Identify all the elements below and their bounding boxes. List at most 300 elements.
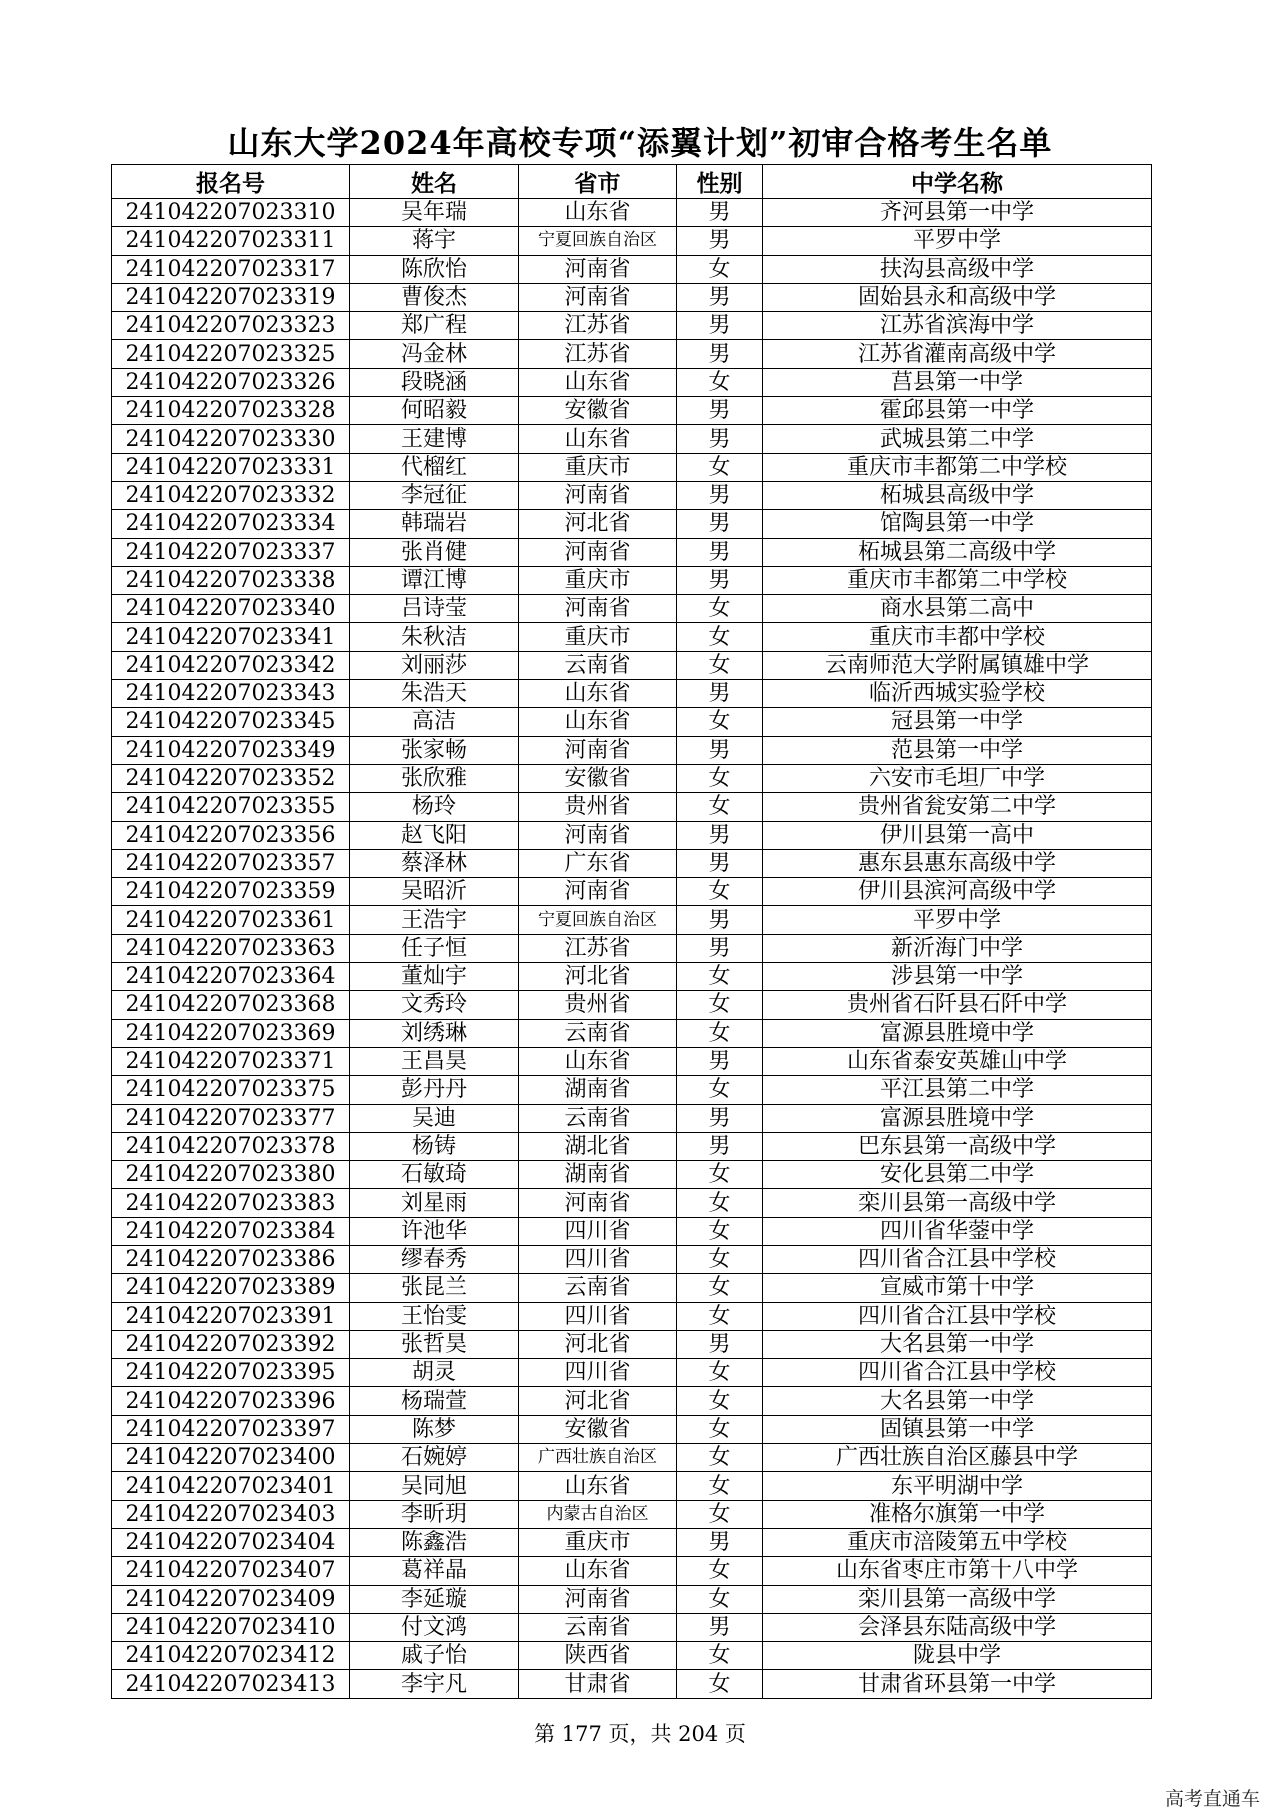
name-cell: 段晓涵 xyxy=(350,368,519,396)
table-row xyxy=(112,397,1152,425)
gender-cell: 男 xyxy=(677,283,763,311)
school-cell: 馆陶县第一中学 xyxy=(763,510,1152,538)
table-row xyxy=(112,255,1152,283)
name-cell: 许池华 xyxy=(350,1217,519,1245)
school-cell: 商水县第二高中 xyxy=(763,595,1152,623)
table-row xyxy=(112,1642,1152,1670)
school-cell: 富源县胜境中学 xyxy=(763,1019,1152,1047)
gender-cell: 女 xyxy=(677,1585,763,1613)
school-cell: 固镇县第一中学 xyxy=(763,1415,1152,1443)
gender-cell: 男 xyxy=(677,1528,763,1556)
gender-cell: 女 xyxy=(677,623,763,651)
table-row xyxy=(112,1387,1152,1415)
province-cell: 云南省 xyxy=(519,651,677,679)
table-row xyxy=(112,1359,1152,1387)
province-cell: 云南省 xyxy=(519,1613,677,1641)
school-cell: 扶沟县高级中学 xyxy=(763,255,1152,283)
name-cell: 张肖健 xyxy=(350,538,519,566)
registration-no-cell: 241042207023403 xyxy=(112,1500,350,1528)
province-cell: 河南省 xyxy=(519,1189,677,1217)
school-cell: 伊川县第一高中 xyxy=(763,821,1152,849)
name-cell: 戚子怡 xyxy=(350,1642,519,1670)
name-cell: 张家畅 xyxy=(350,736,519,764)
table-row xyxy=(112,1189,1152,1217)
name-cell: 王建博 xyxy=(350,425,519,453)
registration-no-cell: 241042207023338 xyxy=(112,566,350,594)
school-cell: 四川省华蓥中学 xyxy=(763,1217,1152,1245)
school-cell: 齐河县第一中学 xyxy=(763,199,1152,227)
school-cell: 重庆市丰都第二中学校 xyxy=(763,453,1152,481)
gender-cell: 女 xyxy=(677,991,763,1019)
school-cell: 重庆市涪陵第五中学校 xyxy=(763,1528,1152,1556)
name-cell: 任子恒 xyxy=(350,934,519,962)
table-row xyxy=(112,849,1152,877)
gender-cell: 男 xyxy=(677,1104,763,1132)
gender-cell: 女 xyxy=(677,1359,763,1387)
school-cell: 重庆市丰都第二中学校 xyxy=(763,566,1152,594)
name-cell: 缪春秀 xyxy=(350,1245,519,1273)
registration-no-cell: 241042207023377 xyxy=(112,1104,350,1132)
gender-cell: 女 xyxy=(677,1274,763,1302)
gender-cell: 女 xyxy=(677,793,763,821)
name-cell: 彭丹丹 xyxy=(350,1076,519,1104)
table-row xyxy=(112,1444,1152,1472)
name-cell: 李冠征 xyxy=(350,481,519,509)
name-cell: 吴同旭 xyxy=(350,1472,519,1500)
gender-cell: 男 xyxy=(677,425,763,453)
province-cell: 山东省 xyxy=(519,680,677,708)
registration-no-cell: 241042207023410 xyxy=(112,1613,350,1641)
registration-no-cell: 241042207023355 xyxy=(112,793,350,821)
gender-cell: 女 xyxy=(677,1245,763,1273)
name-cell: 胡灵 xyxy=(350,1359,519,1387)
table-row xyxy=(112,1472,1152,1500)
province-cell: 山东省 xyxy=(519,1047,677,1075)
name-cell: 张昆兰 xyxy=(350,1274,519,1302)
registration-no-cell: 241042207023345 xyxy=(112,708,350,736)
name-cell: 吴迪 xyxy=(350,1104,519,1132)
table-row xyxy=(112,1274,1152,1302)
table-row xyxy=(112,906,1152,934)
table-row xyxy=(112,680,1152,708)
table-row xyxy=(112,934,1152,962)
registration-no-cell: 241042207023330 xyxy=(112,425,350,453)
province-cell: 河北省 xyxy=(519,1387,677,1415)
registration-no-cell: 241042207023340 xyxy=(112,595,350,623)
school-cell: 范县第一中学 xyxy=(763,736,1152,764)
table-row xyxy=(112,566,1152,594)
name-cell: 蔡泽林 xyxy=(350,849,519,877)
province-cell: 河南省 xyxy=(519,481,677,509)
gender-cell: 男 xyxy=(677,1613,763,1641)
table-row xyxy=(112,481,1152,509)
candidate-table xyxy=(111,164,1152,1699)
name-cell: 李宇凡 xyxy=(350,1670,519,1698)
registration-no-cell: 241042207023364 xyxy=(112,963,350,991)
province-cell: 陕西省 xyxy=(519,1642,677,1670)
gender-cell: 男 xyxy=(677,1047,763,1075)
province-cell: 内蒙古自治区 xyxy=(519,1500,677,1528)
table-row xyxy=(112,651,1152,679)
school-cell: 临沂西城实验学校 xyxy=(763,680,1152,708)
name-cell: 石敏琦 xyxy=(350,1161,519,1189)
province-cell: 甘肃省 xyxy=(519,1670,677,1698)
table-row xyxy=(112,1670,1152,1698)
registration-no-cell: 241042207023368 xyxy=(112,991,350,1019)
province-cell: 山东省 xyxy=(519,368,677,396)
registration-no-cell: 241042207023380 xyxy=(112,1161,350,1189)
table-row xyxy=(112,538,1152,566)
gender-cell: 男 xyxy=(677,312,763,340)
gender-cell: 男 xyxy=(677,849,763,877)
gender-cell: 女 xyxy=(677,1302,763,1330)
school-cell: 伊川县滨河高级中学 xyxy=(763,878,1152,906)
province-cell: 宁夏回族自治区 xyxy=(519,227,677,255)
school-cell: 云南师范大学附属镇雄中学 xyxy=(763,651,1152,679)
gender-cell: 女 xyxy=(677,1217,763,1245)
registration-no-cell: 241042207023361 xyxy=(112,906,350,934)
watermark: 高考直通车 xyxy=(1164,1788,1260,1810)
gender-cell: 女 xyxy=(677,1557,763,1585)
gender-cell: 男 xyxy=(677,1330,763,1358)
gender-cell: 男 xyxy=(677,821,763,849)
table-row xyxy=(112,623,1152,651)
province-cell: 安徽省 xyxy=(519,764,677,792)
table-row xyxy=(112,736,1152,764)
gender-cell: 女 xyxy=(677,1387,763,1415)
registration-no-cell: 241042207023357 xyxy=(112,849,350,877)
school-cell: 宣威市第十中学 xyxy=(763,1274,1152,1302)
province-cell: 河北省 xyxy=(519,510,677,538)
registration-no-cell: 241042207023331 xyxy=(112,453,350,481)
name-cell: 朱浩天 xyxy=(350,680,519,708)
gender-cell: 女 xyxy=(677,1019,763,1047)
name-cell: 何昭毅 xyxy=(350,397,519,425)
table-row xyxy=(112,1132,1152,1160)
province-cell: 重庆市 xyxy=(519,566,677,594)
name-cell: 李昕玥 xyxy=(350,1500,519,1528)
table-row xyxy=(112,1019,1152,1047)
school-cell: 平罗中学 xyxy=(763,906,1152,934)
school-cell: 东平明湖中学 xyxy=(763,1472,1152,1500)
province-cell: 河南省 xyxy=(519,595,677,623)
province-cell: 重庆市 xyxy=(519,623,677,651)
gender-cell: 女 xyxy=(677,1500,763,1528)
name-cell: 陈欣怡 xyxy=(350,255,519,283)
name-cell: 杨玲 xyxy=(350,793,519,821)
registration-no-cell: 241042207023413 xyxy=(112,1670,350,1698)
gender-cell: 女 xyxy=(677,595,763,623)
page-title: 山东大学2024年高校专项“添翼计划”初审合格考生名单 xyxy=(227,124,1053,162)
province-cell: 河南省 xyxy=(519,283,677,311)
school-cell: 安化县第二中学 xyxy=(763,1161,1152,1189)
province-cell: 安徽省 xyxy=(519,1415,677,1443)
table-row xyxy=(112,1585,1152,1613)
gender-cell: 男 xyxy=(677,510,763,538)
name-cell: 蒋宇 xyxy=(350,227,519,255)
registration-no-cell: 241042207023337 xyxy=(112,538,350,566)
province-cell: 云南省 xyxy=(519,1274,677,1302)
gender-cell: 男 xyxy=(677,481,763,509)
table-row xyxy=(112,227,1152,255)
school-cell: 巴东县第一高级中学 xyxy=(763,1132,1152,1160)
registration-no-cell: 241042207023400 xyxy=(112,1444,350,1472)
school-cell: 武城县第二中学 xyxy=(763,425,1152,453)
registration-no-cell: 241042207023310 xyxy=(112,199,350,227)
gender-cell: 女 xyxy=(677,1642,763,1670)
name-cell: 吴昭沂 xyxy=(350,878,519,906)
province-cell: 四川省 xyxy=(519,1245,677,1273)
registration-no-cell: 241042207023401 xyxy=(112,1472,350,1500)
name-cell: 刘绣琳 xyxy=(350,1019,519,1047)
gender-cell: 女 xyxy=(677,651,763,679)
table-row xyxy=(112,1528,1152,1556)
province-cell: 江苏省 xyxy=(519,312,677,340)
registration-no-cell: 241042207023328 xyxy=(112,397,350,425)
school-cell: 山东省泰安英雄山中学 xyxy=(763,1047,1152,1075)
gender-cell: 女 xyxy=(677,1076,763,1104)
registration-no-cell: 241042207023386 xyxy=(112,1245,350,1273)
table-row xyxy=(112,368,1152,396)
province-cell: 山东省 xyxy=(519,708,677,736)
name-cell: 王浩宇 xyxy=(350,906,519,934)
table-row xyxy=(112,963,1152,991)
province-cell: 河南省 xyxy=(519,878,677,906)
registration-no-cell: 241042207023412 xyxy=(112,1642,350,1670)
school-cell: 惠东县惠东高级中学 xyxy=(763,849,1152,877)
name-cell: 王怡雯 xyxy=(350,1302,519,1330)
gender-cell: 女 xyxy=(677,368,763,396)
province-cell: 河南省 xyxy=(519,1585,677,1613)
gender-cell: 女 xyxy=(677,1670,763,1698)
school-cell: 四川省合江县中学校 xyxy=(763,1359,1152,1387)
school-cell: 大名县第一中学 xyxy=(763,1387,1152,1415)
registration-no-cell: 241042207023392 xyxy=(112,1330,350,1358)
registration-no-cell: 241042207023369 xyxy=(112,1019,350,1047)
province-cell: 江苏省 xyxy=(519,340,677,368)
table-row xyxy=(112,1245,1152,1273)
name-cell: 曹俊杰 xyxy=(350,283,519,311)
school-cell: 新沂海门中学 xyxy=(763,934,1152,962)
province-cell: 河北省 xyxy=(519,963,677,991)
province-cell: 山东省 xyxy=(519,1557,677,1585)
name-cell: 朱秋洁 xyxy=(350,623,519,651)
province-cell: 山东省 xyxy=(519,425,677,453)
province-cell: 贵州省 xyxy=(519,793,677,821)
province-cell: 贵州省 xyxy=(519,991,677,1019)
province-cell: 宁夏回族自治区 xyxy=(519,906,677,934)
gender-cell: 男 xyxy=(677,199,763,227)
province-cell: 重庆市 xyxy=(519,1528,677,1556)
name-cell: 郑广程 xyxy=(350,312,519,340)
gender-cell: 男 xyxy=(677,227,763,255)
table-row xyxy=(112,425,1152,453)
registration-no-cell: 241042207023326 xyxy=(112,368,350,396)
registration-no-cell: 241042207023395 xyxy=(112,1359,350,1387)
registration-no-cell: 241042207023341 xyxy=(112,623,350,651)
school-cell: 大名县第一中学 xyxy=(763,1330,1152,1358)
table-row xyxy=(112,510,1152,538)
school-cell: 平江县第二中学 xyxy=(763,1076,1152,1104)
name-cell: 冯金林 xyxy=(350,340,519,368)
school-cell: 六安市毛坦厂中学 xyxy=(763,764,1152,792)
gender-cell: 男 xyxy=(677,906,763,934)
table-row xyxy=(112,878,1152,906)
school-cell: 柘城县高级中学 xyxy=(763,481,1152,509)
name-cell: 杨瑞萱 xyxy=(350,1387,519,1415)
name-cell: 王昌昊 xyxy=(350,1047,519,1075)
column-header-gender: 性别 xyxy=(677,165,763,199)
gender-cell: 女 xyxy=(677,1444,763,1472)
table-row xyxy=(112,991,1152,1019)
registration-no-cell: 241042207023356 xyxy=(112,821,350,849)
gender-cell: 男 xyxy=(677,566,763,594)
name-cell: 文秀玲 xyxy=(350,991,519,1019)
school-cell: 平罗中学 xyxy=(763,227,1152,255)
table-row xyxy=(112,283,1152,311)
school-cell: 涉县第一中学 xyxy=(763,963,1152,991)
school-cell: 四川省合江县中学校 xyxy=(763,1245,1152,1273)
province-cell: 山东省 xyxy=(519,199,677,227)
province-cell: 广东省 xyxy=(519,849,677,877)
registration-no-cell: 241042207023384 xyxy=(112,1217,350,1245)
registration-no-cell: 241042207023383 xyxy=(112,1189,350,1217)
gender-cell: 男 xyxy=(677,1132,763,1160)
school-cell: 重庆市丰都中学校 xyxy=(763,623,1152,651)
name-cell: 代榴红 xyxy=(350,453,519,481)
name-cell: 石婉婷 xyxy=(350,1444,519,1472)
registration-no-cell: 241042207023397 xyxy=(112,1415,350,1443)
gender-cell: 女 xyxy=(677,1189,763,1217)
name-cell: 刘丽莎 xyxy=(350,651,519,679)
registration-no-cell: 241042207023325 xyxy=(112,340,350,368)
province-cell: 湖北省 xyxy=(519,1132,677,1160)
registration-no-cell: 241042207023378 xyxy=(112,1132,350,1160)
registration-no-cell: 241042207023409 xyxy=(112,1585,350,1613)
province-cell: 安徽省 xyxy=(519,397,677,425)
registration-no-cell: 241042207023334 xyxy=(112,510,350,538)
gender-cell: 女 xyxy=(677,1161,763,1189)
name-cell: 赵飞阳 xyxy=(350,821,519,849)
registration-no-cell: 241042207023317 xyxy=(112,255,350,283)
school-cell: 江苏省滨海中学 xyxy=(763,312,1152,340)
registration-no-cell: 241042207023342 xyxy=(112,651,350,679)
registration-no-cell: 241042207023407 xyxy=(112,1557,350,1585)
school-cell: 四川省合江县中学校 xyxy=(763,1302,1152,1330)
province-cell: 广西壮族自治区 xyxy=(519,1444,677,1472)
gender-cell: 女 xyxy=(677,1415,763,1443)
table-row xyxy=(112,1217,1152,1245)
registration-no-cell: 241042207023396 xyxy=(112,1387,350,1415)
table-row xyxy=(112,1613,1152,1641)
school-cell: 栾川县第一高级中学 xyxy=(763,1189,1152,1217)
gender-cell: 女 xyxy=(677,1472,763,1500)
column-header-province: 省市 xyxy=(519,165,677,199)
name-cell: 韩瑞岩 xyxy=(350,510,519,538)
province-cell: 湖南省 xyxy=(519,1161,677,1189)
gender-cell: 男 xyxy=(677,934,763,962)
registration-no-cell: 241042207023311 xyxy=(112,227,350,255)
name-cell: 李延璇 xyxy=(350,1585,519,1613)
table-row xyxy=(112,340,1152,368)
province-cell: 河南省 xyxy=(519,736,677,764)
name-cell: 葛祥晶 xyxy=(350,1557,519,1585)
gender-cell: 男 xyxy=(677,736,763,764)
registration-no-cell: 241042207023404 xyxy=(112,1528,350,1556)
province-cell: 河南省 xyxy=(519,821,677,849)
gender-cell: 女 xyxy=(677,878,763,906)
table-row xyxy=(112,764,1152,792)
registration-no-cell: 241042207023332 xyxy=(112,481,350,509)
province-cell: 云南省 xyxy=(519,1019,677,1047)
province-cell: 四川省 xyxy=(519,1359,677,1387)
gender-cell: 女 xyxy=(677,453,763,481)
table-row xyxy=(112,1500,1152,1528)
name-cell: 张欣雅 xyxy=(350,764,519,792)
province-cell: 四川省 xyxy=(519,1217,677,1245)
column-header-school: 中学名称 xyxy=(763,165,1152,199)
table-row xyxy=(112,199,1152,227)
school-cell: 会泽县东陆高级中学 xyxy=(763,1613,1152,1641)
school-cell: 准格尔旗第一中学 xyxy=(763,1500,1152,1528)
registration-no-cell: 241042207023352 xyxy=(112,764,350,792)
name-cell: 张哲昊 xyxy=(350,1330,519,1358)
registration-no-cell: 241042207023349 xyxy=(112,736,350,764)
table-row xyxy=(112,821,1152,849)
province-cell: 重庆市 xyxy=(519,453,677,481)
registration-no-cell: 241042207023323 xyxy=(112,312,350,340)
table-row xyxy=(112,1415,1152,1443)
name-cell: 杨铸 xyxy=(350,1132,519,1160)
column-header-registration-no: 报名号 xyxy=(112,165,350,199)
table-row xyxy=(112,1104,1152,1132)
table-row xyxy=(112,708,1152,736)
registration-no-cell: 241042207023363 xyxy=(112,934,350,962)
school-cell: 霍邱县第一中学 xyxy=(763,397,1152,425)
school-cell: 山东省枣庄市第十八中学 xyxy=(763,1557,1152,1585)
province-cell: 江苏省 xyxy=(519,934,677,962)
province-cell: 河南省 xyxy=(519,538,677,566)
table-row xyxy=(112,1047,1152,1075)
gender-cell: 男 xyxy=(677,397,763,425)
school-cell: 甘肃省环县第一中学 xyxy=(763,1670,1152,1698)
table-body xyxy=(112,199,1152,1699)
name-cell: 吕诗莹 xyxy=(350,595,519,623)
school-cell: 广西壮族自治区藤县中学 xyxy=(763,1444,1152,1472)
registration-no-cell: 241042207023375 xyxy=(112,1076,350,1104)
name-cell: 陈梦 xyxy=(350,1415,519,1443)
registration-no-cell: 241042207023391 xyxy=(112,1302,350,1330)
province-cell: 河北省 xyxy=(519,1330,677,1358)
gender-cell: 男 xyxy=(677,538,763,566)
province-cell: 四川省 xyxy=(519,1302,677,1330)
gender-cell: 女 xyxy=(677,764,763,792)
gender-cell: 男 xyxy=(677,340,763,368)
province-cell: 河南省 xyxy=(519,255,677,283)
name-cell: 刘星雨 xyxy=(350,1189,519,1217)
school-cell: 富源县胜境中学 xyxy=(763,1104,1152,1132)
province-cell: 山东省 xyxy=(519,1472,677,1500)
school-cell: 陇县中学 xyxy=(763,1642,1152,1670)
school-cell: 栾川县第一高级中学 xyxy=(763,1585,1152,1613)
gender-cell: 女 xyxy=(677,708,763,736)
name-cell: 谭江博 xyxy=(350,566,519,594)
registration-no-cell: 241042207023371 xyxy=(112,1047,350,1075)
table-row xyxy=(112,1161,1152,1189)
school-cell: 柘城县第二高级中学 xyxy=(763,538,1152,566)
name-cell: 吴年瑞 xyxy=(350,199,519,227)
school-cell: 江苏省灌南高级中学 xyxy=(763,340,1152,368)
